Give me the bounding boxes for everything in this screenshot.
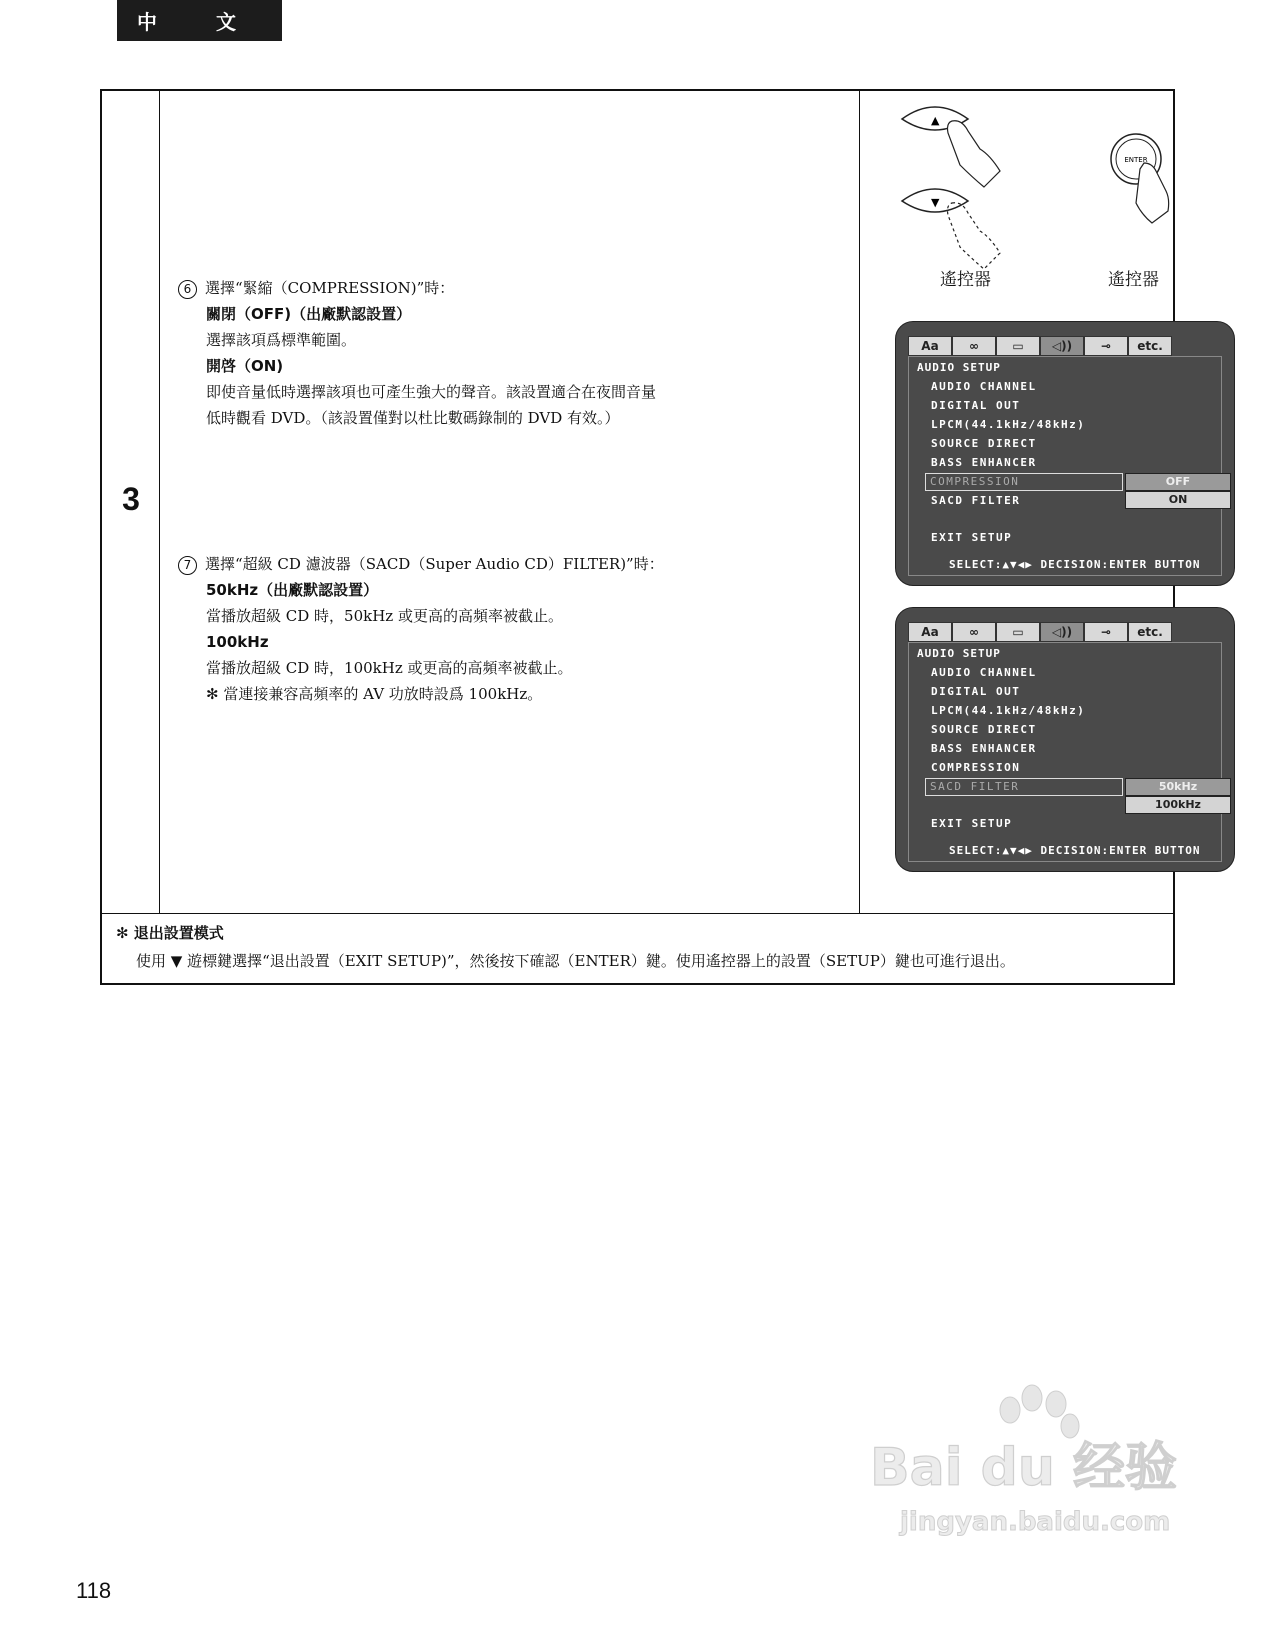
down-arrow-icon: ▼: [931, 196, 940, 209]
instruction-table: [100, 89, 1201, 985]
sacd-heading: 選擇“超級 CD 濾波器（SACD（Super Audio CD）FILTER)”時：: [205, 555, 664, 573]
osd-item: LPCM(44.1kHz/48kHz): [931, 418, 1086, 431]
sacd-100khz-label: 100kHz: [206, 633, 269, 651]
exit-setup-note: [102, 913, 1173, 984]
sacd-100khz-desc: 當播放超級 CD 時，100kHz 或更高的高頻率被截止。: [206, 659, 573, 677]
osd-tab-rating: ⊸: [1084, 336, 1128, 356]
osd-hint: SELECT:▲▼◀▶ DECISION:ENTER BUTTON: [949, 558, 1201, 571]
osd-selected-item: SACD FILTER: [925, 778, 1123, 796]
osd-tab-video: ▭: [996, 622, 1040, 642]
osd-item: AUDIO CHANNEL: [931, 666, 1037, 679]
osd-exit-setup: EXIT SETUP: [931, 817, 1013, 830]
enter-hand-icon: [1136, 163, 1169, 223]
enter-text: ENTER: [1124, 156, 1148, 164]
osd-tab-display: ∞: [952, 622, 996, 642]
osd-tab-language: Aa: [908, 336, 952, 356]
osd-option-on: ON: [1125, 491, 1231, 509]
exit-note-text: 使用 ▼ 遊標鍵選擇“退出設置（EXIT SETUP)”，然後按下確認（ENTER）鍵。使用遙控器上的設置（SETUP）鍵也可進行退出。: [136, 952, 1015, 970]
step-number: 3: [122, 481, 140, 517]
text-column: [160, 91, 860, 913]
osd-tab-language: Aa: [908, 622, 952, 642]
down-cursor-button: [902, 189, 968, 212]
osd-tab-video: ▭: [996, 336, 1040, 356]
remote-label-right: 遙控器: [1108, 270, 1159, 290]
osd-menu: [908, 642, 1222, 862]
step-column: [102, 91, 160, 913]
compression-heading: 選擇“緊縮（COMPRESSION)”時：: [205, 279, 455, 297]
osd-item: DIGITAL OUT: [931, 399, 1021, 412]
osd-tab-rating: ⊸: [1084, 622, 1128, 642]
osd-item: AUDIO CHANNEL: [931, 380, 1037, 393]
osd-selected-item: COMPRESSION: [925, 473, 1123, 491]
compression-section: [178, 275, 738, 431]
osd-screen-compression: [895, 321, 1235, 586]
watermark-brand: Bai du 经验: [870, 1438, 1177, 1498]
osd-item: BASS ENHANCER: [931, 456, 1037, 469]
compression-on-desc-1: 即使音量低時選擇該項也可產生強大的聲音。該設置適合在夜間音量: [206, 383, 657, 401]
osd-item: SACD FILTER: [931, 494, 1021, 507]
osd-tab-display: ∞: [952, 336, 996, 356]
illustration-column: [860, 91, 1201, 913]
osd-item: LPCM(44.1kHz/48kHz): [931, 704, 1086, 717]
osd-item: BASS ENHANCER: [931, 742, 1037, 755]
osd-menu: [908, 356, 1222, 576]
osd-tab-bar: [908, 622, 1172, 642]
compression-off-desc: 選擇該項爲標準範圍。: [206, 331, 357, 349]
remote-label-left: 遙控器: [940, 270, 991, 290]
osd-tab-audio: ◁)): [1040, 622, 1084, 642]
osd-tab-etc: etc.: [1128, 336, 1172, 356]
osd-item: SOURCE DIRECT: [931, 723, 1037, 736]
sacd-50khz-desc: 當播放超級 CD 時，50kHz 或更高的高頻率被截止。: [206, 607, 563, 625]
exit-note-title: ✻ 退出設置模式: [116, 924, 224, 942]
language-tab: 中 文: [117, 0, 282, 41]
step-6-badge: 6: [178, 280, 197, 299]
osd-screen-sacd: [895, 607, 1235, 872]
osd-option-100khz: 100kHz: [1125, 796, 1231, 814]
hand-dashed-icon: [948, 203, 1001, 269]
page-number: 118: [76, 1578, 112, 1603]
paw-icon: [1000, 1385, 1079, 1438]
osd-hint: SELECT:▲▼◀▶ DECISION:ENTER BUTTON: [949, 844, 1201, 857]
compression-off-label: 關閉（OFF)（出廠默認設置）: [206, 305, 412, 323]
osd-title: AUDIO SETUP: [917, 361, 1001, 374]
hand-icon: [948, 121, 1001, 187]
remote-illustration: [860, 91, 1173, 291]
osd-exit-setup: EXIT SETUP: [931, 531, 1013, 544]
osd-title: AUDIO SETUP: [917, 647, 1001, 660]
sacd-filter-section: [178, 551, 738, 707]
sacd-50khz-label: 50kHz（出廠默認設置）: [206, 581, 379, 599]
compression-on-label: 開啓（ON): [206, 357, 284, 375]
osd-item: DIGITAL OUT: [931, 685, 1021, 698]
osd-tab-etc: etc.: [1128, 622, 1172, 642]
osd-option-off: OFF: [1125, 473, 1231, 491]
up-arrow-icon: ▲: [931, 114, 940, 127]
watermark-url: jingyan.baidu.com: [900, 1507, 1171, 1537]
baidu-watermark: [860, 1380, 1180, 1550]
osd-item: COMPRESSION: [931, 761, 1021, 774]
osd-tab-audio: ◁)): [1040, 336, 1084, 356]
osd-option-50khz: 50kHz: [1125, 778, 1231, 796]
compression-on-desc-2: 低時觀看 DVD。（該設置僅對以杜比數碼錄制的 DVD 有效。）: [206, 409, 620, 427]
osd-item: SOURCE DIRECT: [931, 437, 1037, 450]
osd-tab-bar: [908, 336, 1172, 356]
sacd-note: ✻ 當連接兼容高頻率的 AV 功放時設爲 100kHz。: [206, 685, 543, 703]
step-7-badge: 7: [178, 556, 197, 575]
